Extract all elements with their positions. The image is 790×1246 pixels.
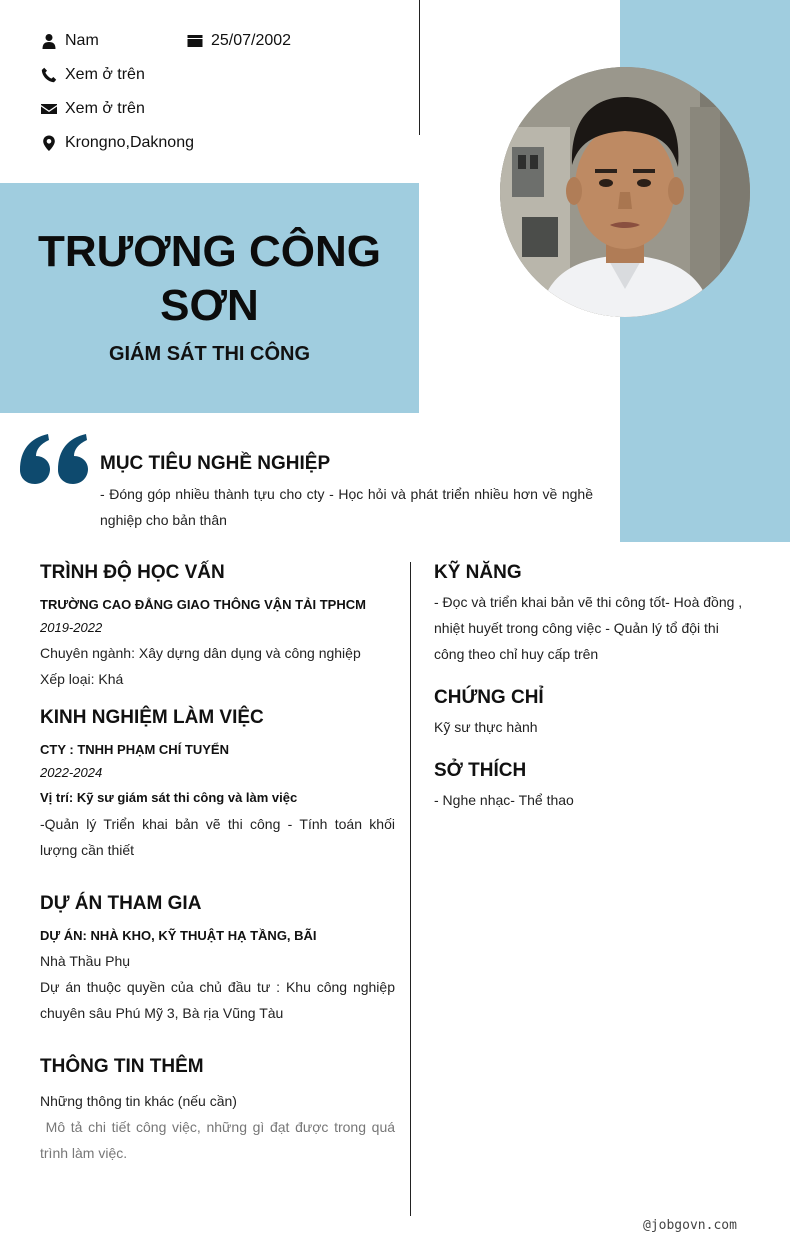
- column-divider: [410, 562, 411, 1216]
- phone-icon: [40, 66, 58, 84]
- envelope-icon: [40, 100, 58, 118]
- email-text: Xem ở trên: [65, 100, 145, 117]
- skills-text: - Đọc và triển khai bản vẽ thi công tốt- Hoà đồng , nhiệt huyết trong công việc - Quản lý tổ đội thi công theo chỉ huy cấp trên: [434, 594, 743, 662]
- project-description: Dự án thuộc quyền của chủ đầu tư : Khu công nghiệp chuyên sâu Phú Mỹ 3, Bà rịa Vũng Tàu: [40, 979, 395, 1021]
- contact-gender: [40, 32, 99, 50]
- education-rank: Xếp loại: Khá: [40, 671, 124, 687]
- extra-title: THÔNG TIN THÊM: [40, 1056, 204, 1077]
- certificates-title: CHỨNG CHỈ: [434, 687, 544, 708]
- avatar: [500, 67, 750, 317]
- name-line-1: TRƯƠNG CÔNG: [38, 227, 381, 276]
- experience-period: 2022-2024: [40, 765, 103, 780]
- education-period: 2019-2022: [40, 620, 103, 635]
- hobbies-title: SỞ THÍCH: [434, 760, 527, 781]
- address-text: Krongno,Daknong: [65, 134, 194, 151]
- experience-description: -Quản lý Triển khai bản vẽ thi công - Tính toán khối lượng cần thiết: [40, 816, 395, 858]
- top-divider: [419, 0, 420, 135]
- full-name: [0, 225, 419, 333]
- watermark: @jobgovn.com: [643, 1218, 737, 1233]
- birthdate-text: 25/07/2002: [211, 32, 292, 49]
- projects-title: DỰ ÁN THAM GIA: [40, 893, 202, 914]
- job-title: GIÁM SÁT THI CÔNG: [108, 343, 311, 365]
- person-icon: [40, 32, 58, 50]
- contact-phone: [40, 66, 145, 84]
- education-major: Chuyên ngành: Xây dựng dân dụng và công nghiệp: [40, 645, 361, 661]
- gender-text: Nam: [65, 32, 99, 49]
- contact-email: [40, 100, 145, 118]
- objective-text: - Đóng góp nhiều thành tựu cho cty - Học hỏi và phát triển nhiều hơn về nghề nghiệp cho bản thân: [100, 486, 593, 528]
- contact-birthdate: [186, 32, 291, 50]
- experience-position: Vị trí: Kỹ sư giám sát thi công và làm việc: [40, 790, 298, 805]
- location-pin-icon: [40, 134, 58, 152]
- experience-company: CTY : TNHH PHẠM CHÍ TUYỂN: [40, 742, 229, 757]
- project-name: DỰ ÁN: NHÀ KHO, KỸ THUẬT HẠ TẦNG, BÃI: [40, 928, 317, 943]
- name-banner: [0, 183, 419, 413]
- education-school: TRƯỜNG CAO ĐẲNG GIAO THÔNG VẬN TẢI TPHCM: [40, 597, 366, 612]
- name-line-2: SƠN: [160, 281, 259, 330]
- calendar-icon: [186, 32, 204, 50]
- certificates-text: Kỹ sư thực hành: [434, 719, 538, 735]
- education-title: TRÌNH ĐỘ HỌC VẤN: [40, 562, 225, 583]
- project-role: Nhà Thầu Phụ: [40, 953, 131, 969]
- extra-description: Mô tả chi tiết công việc, những gì đạt được trong quá trình làm việc.: [40, 1119, 399, 1161]
- phone-text: Xem ở trên: [65, 66, 145, 83]
- hobbies-text: - Nghe nhạc- Thể thao: [434, 792, 574, 808]
- extra-subtitle: Những thông tin khác (nếu cần): [40, 1093, 237, 1109]
- quote-icon: [18, 432, 92, 486]
- skills-title: KỸ NĂNG: [434, 562, 522, 583]
- contact-address: [40, 134, 194, 152]
- experience-title: KINH NGHIỆM LÀM VIỆC: [40, 707, 264, 728]
- objective-title: MỤC TIÊU NGHỀ NGHIỆP: [100, 453, 331, 474]
